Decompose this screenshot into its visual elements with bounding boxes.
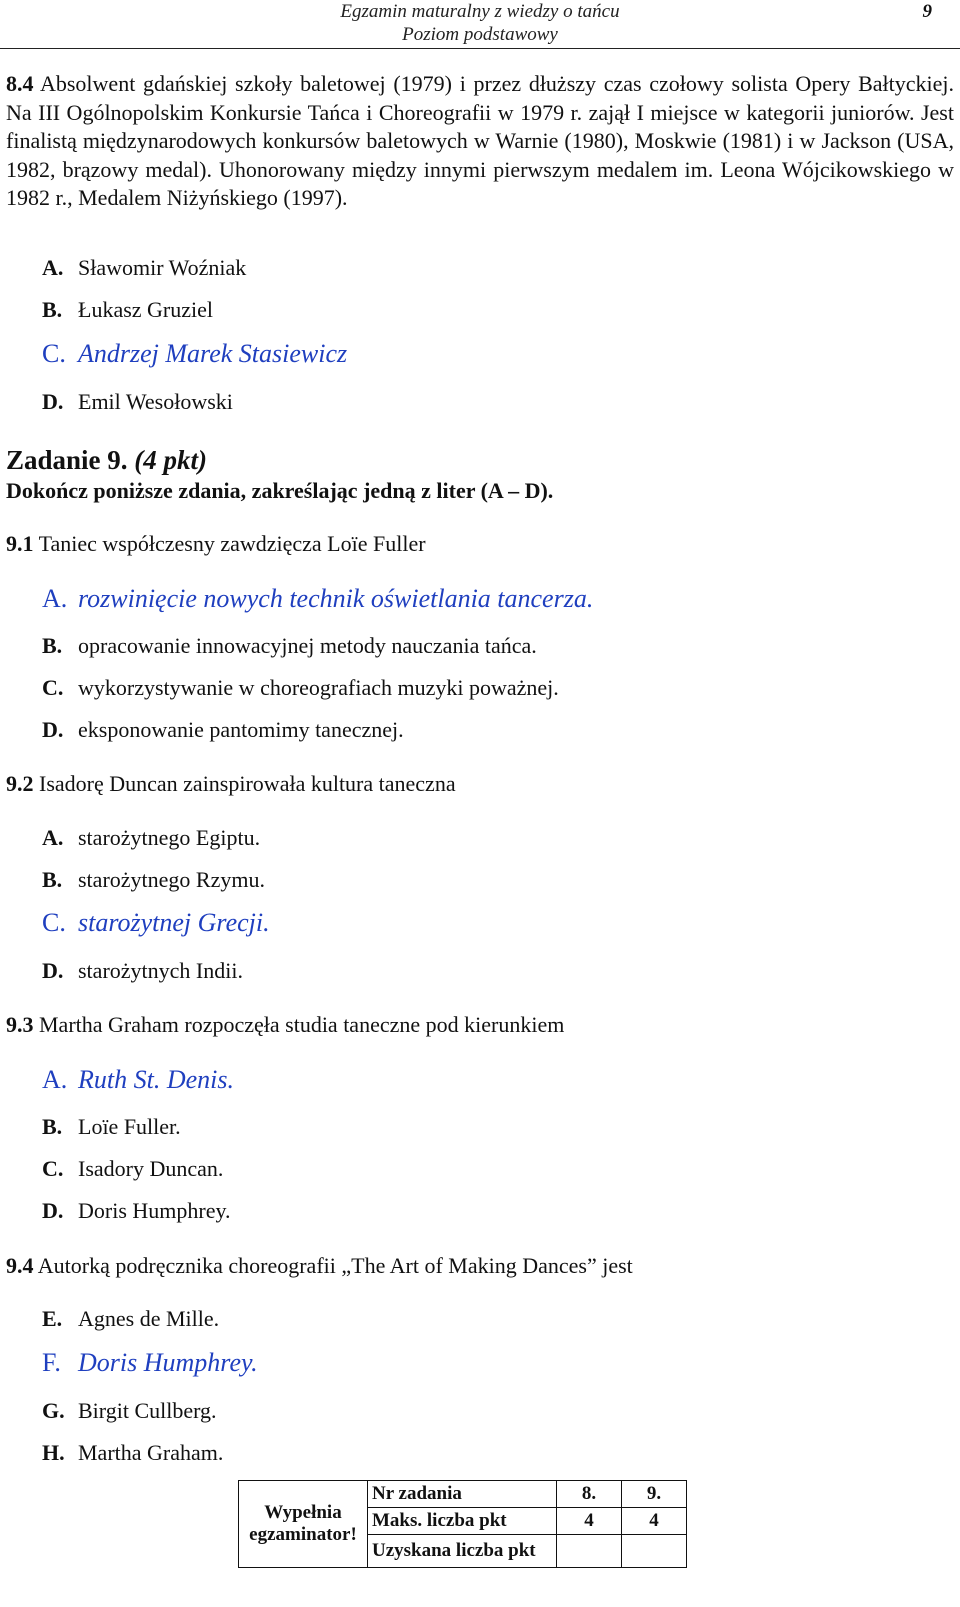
option-text: wykorzystywanie w choreografiach muzyki poważnej.	[78, 675, 559, 700]
answer-option[interactable]	[42, 1155, 223, 1183]
question-8-4	[6, 70, 954, 213]
question-number: 9.2	[6, 771, 34, 796]
option-text: Martha Graham.	[78, 1440, 224, 1465]
option-letter: B.	[42, 1114, 63, 1139]
option-letter: D.	[42, 389, 64, 414]
option-letter: C.	[42, 1156, 64, 1181]
question-text: Martha Graham rozpoczęła studia taneczne pod kierunkiem	[33, 1012, 565, 1037]
page-number: 9	[922, 1, 932, 22]
answer-option[interactable]	[42, 716, 404, 744]
question-text: Isadorę Duncan zainspirowała kultura taneczna	[33, 771, 456, 796]
exam-title: Egzamin maturalny z wiedzy o tańcu	[340, 1, 620, 22]
option-text: Agnes de Mille.	[78, 1306, 220, 1331]
exam-level: Poziom podstawowy	[402, 24, 558, 45]
option-text: Doris Humphrey.	[78, 1198, 231, 1223]
option-letter: C.	[42, 675, 64, 700]
option-letter: F.	[42, 1348, 61, 1377]
option-letter: H.	[42, 1440, 65, 1465]
cell-max-9: 4	[622, 1508, 687, 1535]
option-letter: C.	[42, 908, 66, 937]
answer-option[interactable]	[42, 1439, 223, 1467]
cell-max-8: 4	[557, 1508, 622, 1535]
option-letter: A.	[42, 255, 64, 280]
answer-option[interactable]	[42, 1197, 231, 1225]
option-letter: G.	[42, 1398, 65, 1423]
option-text: Łukasz Gruziel	[78, 297, 213, 322]
option-text: starożytnej Grecji.	[78, 908, 270, 937]
answer-option[interactable]	[42, 1113, 181, 1141]
option-text: Emil Wesołowski	[78, 389, 233, 414]
option-letter: A.	[42, 584, 68, 613]
answer-option[interactable]	[42, 296, 213, 324]
option-text: starożytnych Indii.	[78, 958, 243, 983]
option-text: eksponowanie pantomimy tanecznej.	[78, 717, 404, 742]
question-9-2	[6, 770, 456, 798]
answer-option[interactable]	[42, 866, 265, 894]
option-letter: D.	[42, 717, 64, 742]
task-title	[6, 444, 207, 476]
option-letter: C.	[42, 339, 66, 368]
answer-option[interactable]	[42, 1305, 219, 1333]
question-text: Taniec współczesny zawdzięcza Loïe Fuller	[33, 531, 426, 556]
examiner-fill-note	[239, 1481, 368, 1568]
task-number: Zadanie 9.	[6, 445, 128, 475]
option-letter: A.	[42, 825, 64, 850]
option-text: Isadory Duncan.	[78, 1156, 224, 1181]
cell-task-9: 9.	[622, 1481, 687, 1508]
row-label-obtained-points: Uzyskana liczba pkt	[368, 1535, 557, 1568]
option-letter: D.	[42, 958, 64, 983]
question-9-3	[6, 1011, 564, 1039]
question-number: 9.3	[6, 1012, 34, 1037]
question-number: 9.4	[6, 1253, 34, 1278]
page-header	[0, 0, 960, 49]
option-letter: B.	[42, 633, 63, 658]
option-letter: B.	[42, 867, 63, 892]
option-letter: E.	[42, 1306, 63, 1331]
option-text: opracowanie innowacyjnej metody nauczania tańca.	[78, 633, 537, 658]
fill-label-line1: Wypełnia	[264, 1502, 342, 1523]
answer-option-marked[interactable]	[42, 1064, 234, 1096]
question-number: 9.1	[6, 531, 34, 556]
fill-label-line2: egzaminator!	[249, 1524, 357, 1545]
option-text: Andrzej Marek Stasiewicz	[78, 339, 348, 368]
answer-option[interactable]	[42, 632, 537, 660]
answer-option-marked[interactable]	[42, 583, 593, 615]
cell-obtained-9[interactable]	[622, 1535, 687, 1568]
question-text: Absolwent gdańskiej szkoły baletowej (1979) i przez dłuższy czas czołowy solista Opery Bałtyckiej. Na III Ogólnopolskim Konkursie Tańca i Choreografii w 1979 r. zajął I miejsce w kategorii juniorów. Jest finalistą międzynarodowych konkursów baletowych w Warnie (1980), Moskwie (1981) i w Jackson (USA, 1982, brązowy medal). Uhonorowany między innymi pierwszym medalem im. Leona Wójcikowskiego w 1982 r., Medalem Niżyńskiego (1997).	[6, 71, 954, 211]
option-text: Doris Humphrey.	[78, 1348, 258, 1377]
question-9-1	[6, 530, 426, 558]
question-number: 8.4	[6, 71, 34, 96]
answer-option[interactable]	[42, 824, 260, 852]
answer-option[interactable]	[42, 957, 243, 985]
question-9-4	[6, 1252, 633, 1280]
option-text: Birgit Cullberg.	[78, 1398, 217, 1423]
option-text: Sławomir Woźniak	[78, 255, 247, 280]
answer-option-marked[interactable]	[42, 1347, 258, 1379]
option-text: Loïe Fuller.	[78, 1114, 181, 1139]
answer-option[interactable]	[42, 1397, 217, 1425]
task-points: (4 pkt)	[134, 445, 208, 475]
row-label-task-number: Nr zadania	[368, 1481, 557, 1508]
option-text: starożytnego Rzymu.	[78, 867, 265, 892]
answer-option[interactable]	[42, 674, 559, 702]
cell-task-8: 8.	[557, 1481, 622, 1508]
cell-obtained-8[interactable]	[557, 1535, 622, 1568]
answer-option[interactable]	[42, 254, 246, 282]
option-text: starożytnego Egiptu.	[78, 825, 261, 850]
question-text: Autorką podręcznika choreografii „The Art of Making Dances” jest	[33, 1253, 633, 1278]
option-letter: D.	[42, 1198, 64, 1223]
option-letter: A.	[42, 1065, 68, 1094]
answer-option[interactable]	[42, 388, 233, 416]
answer-option-marked[interactable]	[42, 907, 270, 939]
answer-option-marked[interactable]	[42, 338, 347, 370]
task-instruction: Dokończ poniższe zdania, zakreślając jedną z liter (A – D).	[6, 478, 554, 503]
option-letter: B.	[42, 297, 63, 322]
score-table	[238, 1480, 687, 1568]
option-text: rozwinięcie nowych technik oświetlania tancerza.	[78, 584, 594, 613]
option-text: Ruth St. Denis.	[78, 1065, 234, 1094]
row-label-max-points: Maks. liczba pkt	[368, 1508, 557, 1535]
